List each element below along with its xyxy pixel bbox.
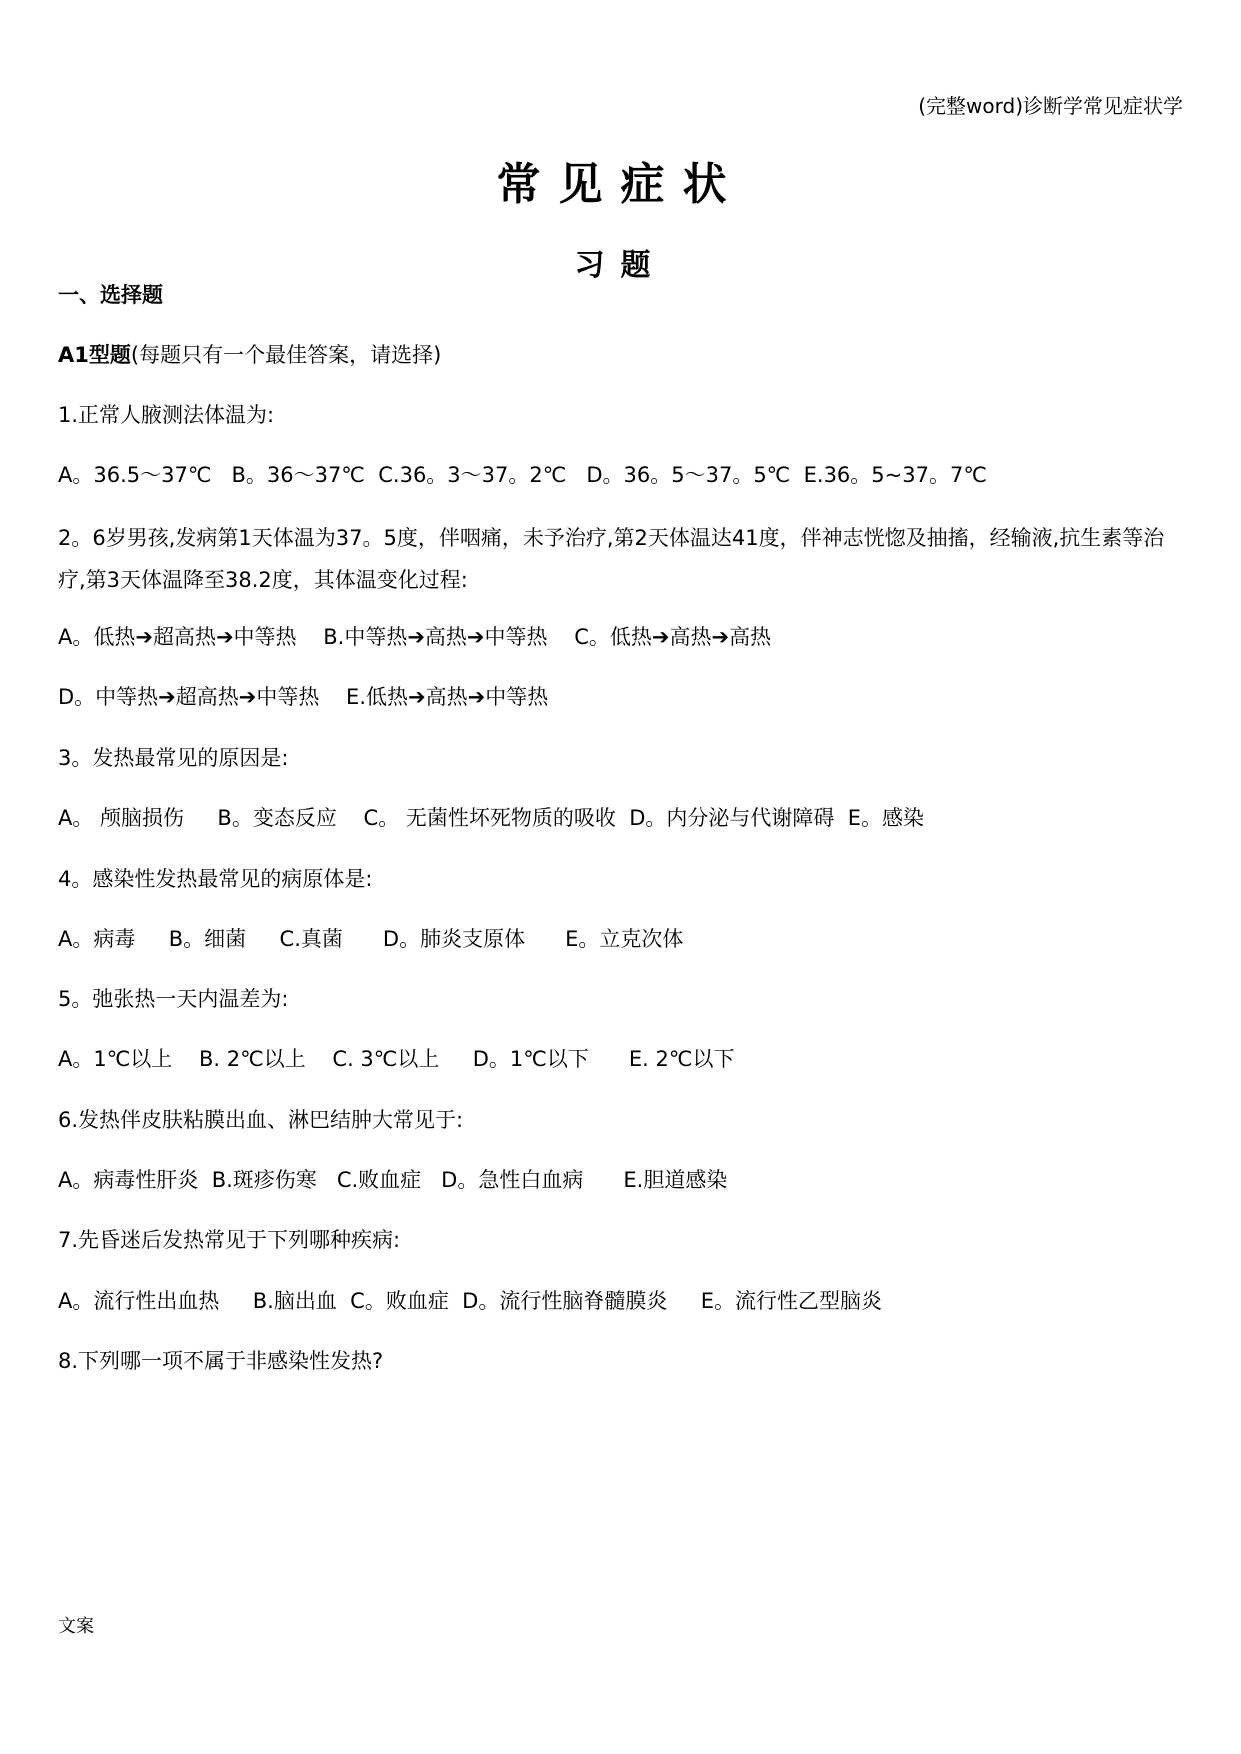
question-3-options: A。 颅脑损伤 B。变态反应 C。 无菌性坏死物质的吸收 D。内分泌与代谢障碍 E。感染 <box>58 806 925 830</box>
section-heading: 一、选择题 <box>58 283 163 307</box>
question-5-options: A。1℃以上 B. 2℃以上 C. 3℃以上 D。1℃以下 E. 2℃以下 <box>58 1047 735 1071</box>
question-8-stem: 8.下列哪一项不属于非感染性发热? <box>58 1349 384 1373</box>
question-2-options-line-2: D。中等热➔超高热➔中等热 E.低热➔高热➔中等热 <box>58 685 549 709</box>
question-4-options: A。病毒 B。细菌 C.真菌 D。肺炎支原体 E。立克次体 <box>58 927 684 951</box>
question-type-heading <box>58 340 441 370</box>
question-5-stem: 5。弛张热一天内温差为: <box>58 987 289 1011</box>
page-title: 常见症状 <box>496 159 745 210</box>
question-1-stem: 1.正常人腋测法体温为: <box>58 403 275 427</box>
page-subtitle: 习题 <box>574 248 667 283</box>
question-2-options-line-1: A。低热➔超高热➔中等热 B.中等热➔高热➔中等热 C。低热➔高热➔高热 <box>58 625 772 649</box>
question-7-stem: 7.先昏迷后发热常见于下列哪种疾病: <box>58 1228 401 1252</box>
question-type-note: (每题只有一个最佳答案，请选择) <box>130 343 442 367</box>
document-header: (完整word)诊断学常见症状学 <box>918 94 1183 118</box>
question-4-stem: 4。感染性发热最常见的病原体是: <box>58 867 373 891</box>
page-footer: 文案 <box>58 1616 94 1637</box>
question-3-stem: 3。发热最常见的原因是: <box>58 746 289 770</box>
question-type-label: A1型题 <box>58 343 131 367</box>
question-6-options: A。病毒性肝炎 B.斑疹伤寒 C.败血症 D。急性白血病 E.胆道感染 <box>58 1168 728 1192</box>
question-6-stem: 6.发热伴皮肤粘膜出血、淋巴结肿大常见于: <box>58 1108 464 1132</box>
question-2-stem: 2。6岁男孩,发病第1天体温为37。5度，伴咽痛，未予治疗,第2天体温达41度，伴神志恍惚及抽搐，经输液,抗生素等治疗,第3天体温降至38.2度，其体温变化过程: <box>58 526 1165 592</box>
question-7-options: A。流行性出血热 B.脑出血 C。败血症 D。流行性脑脊髓膜炎 E。流行性乙型脑炎 <box>58 1289 883 1313</box>
question-1-options: A。36.5～37℃ B。36～37℃ C.36。3～37。2℃ D。36。5～37。5℃ E.36。5~37。7℃ <box>58 463 987 487</box>
